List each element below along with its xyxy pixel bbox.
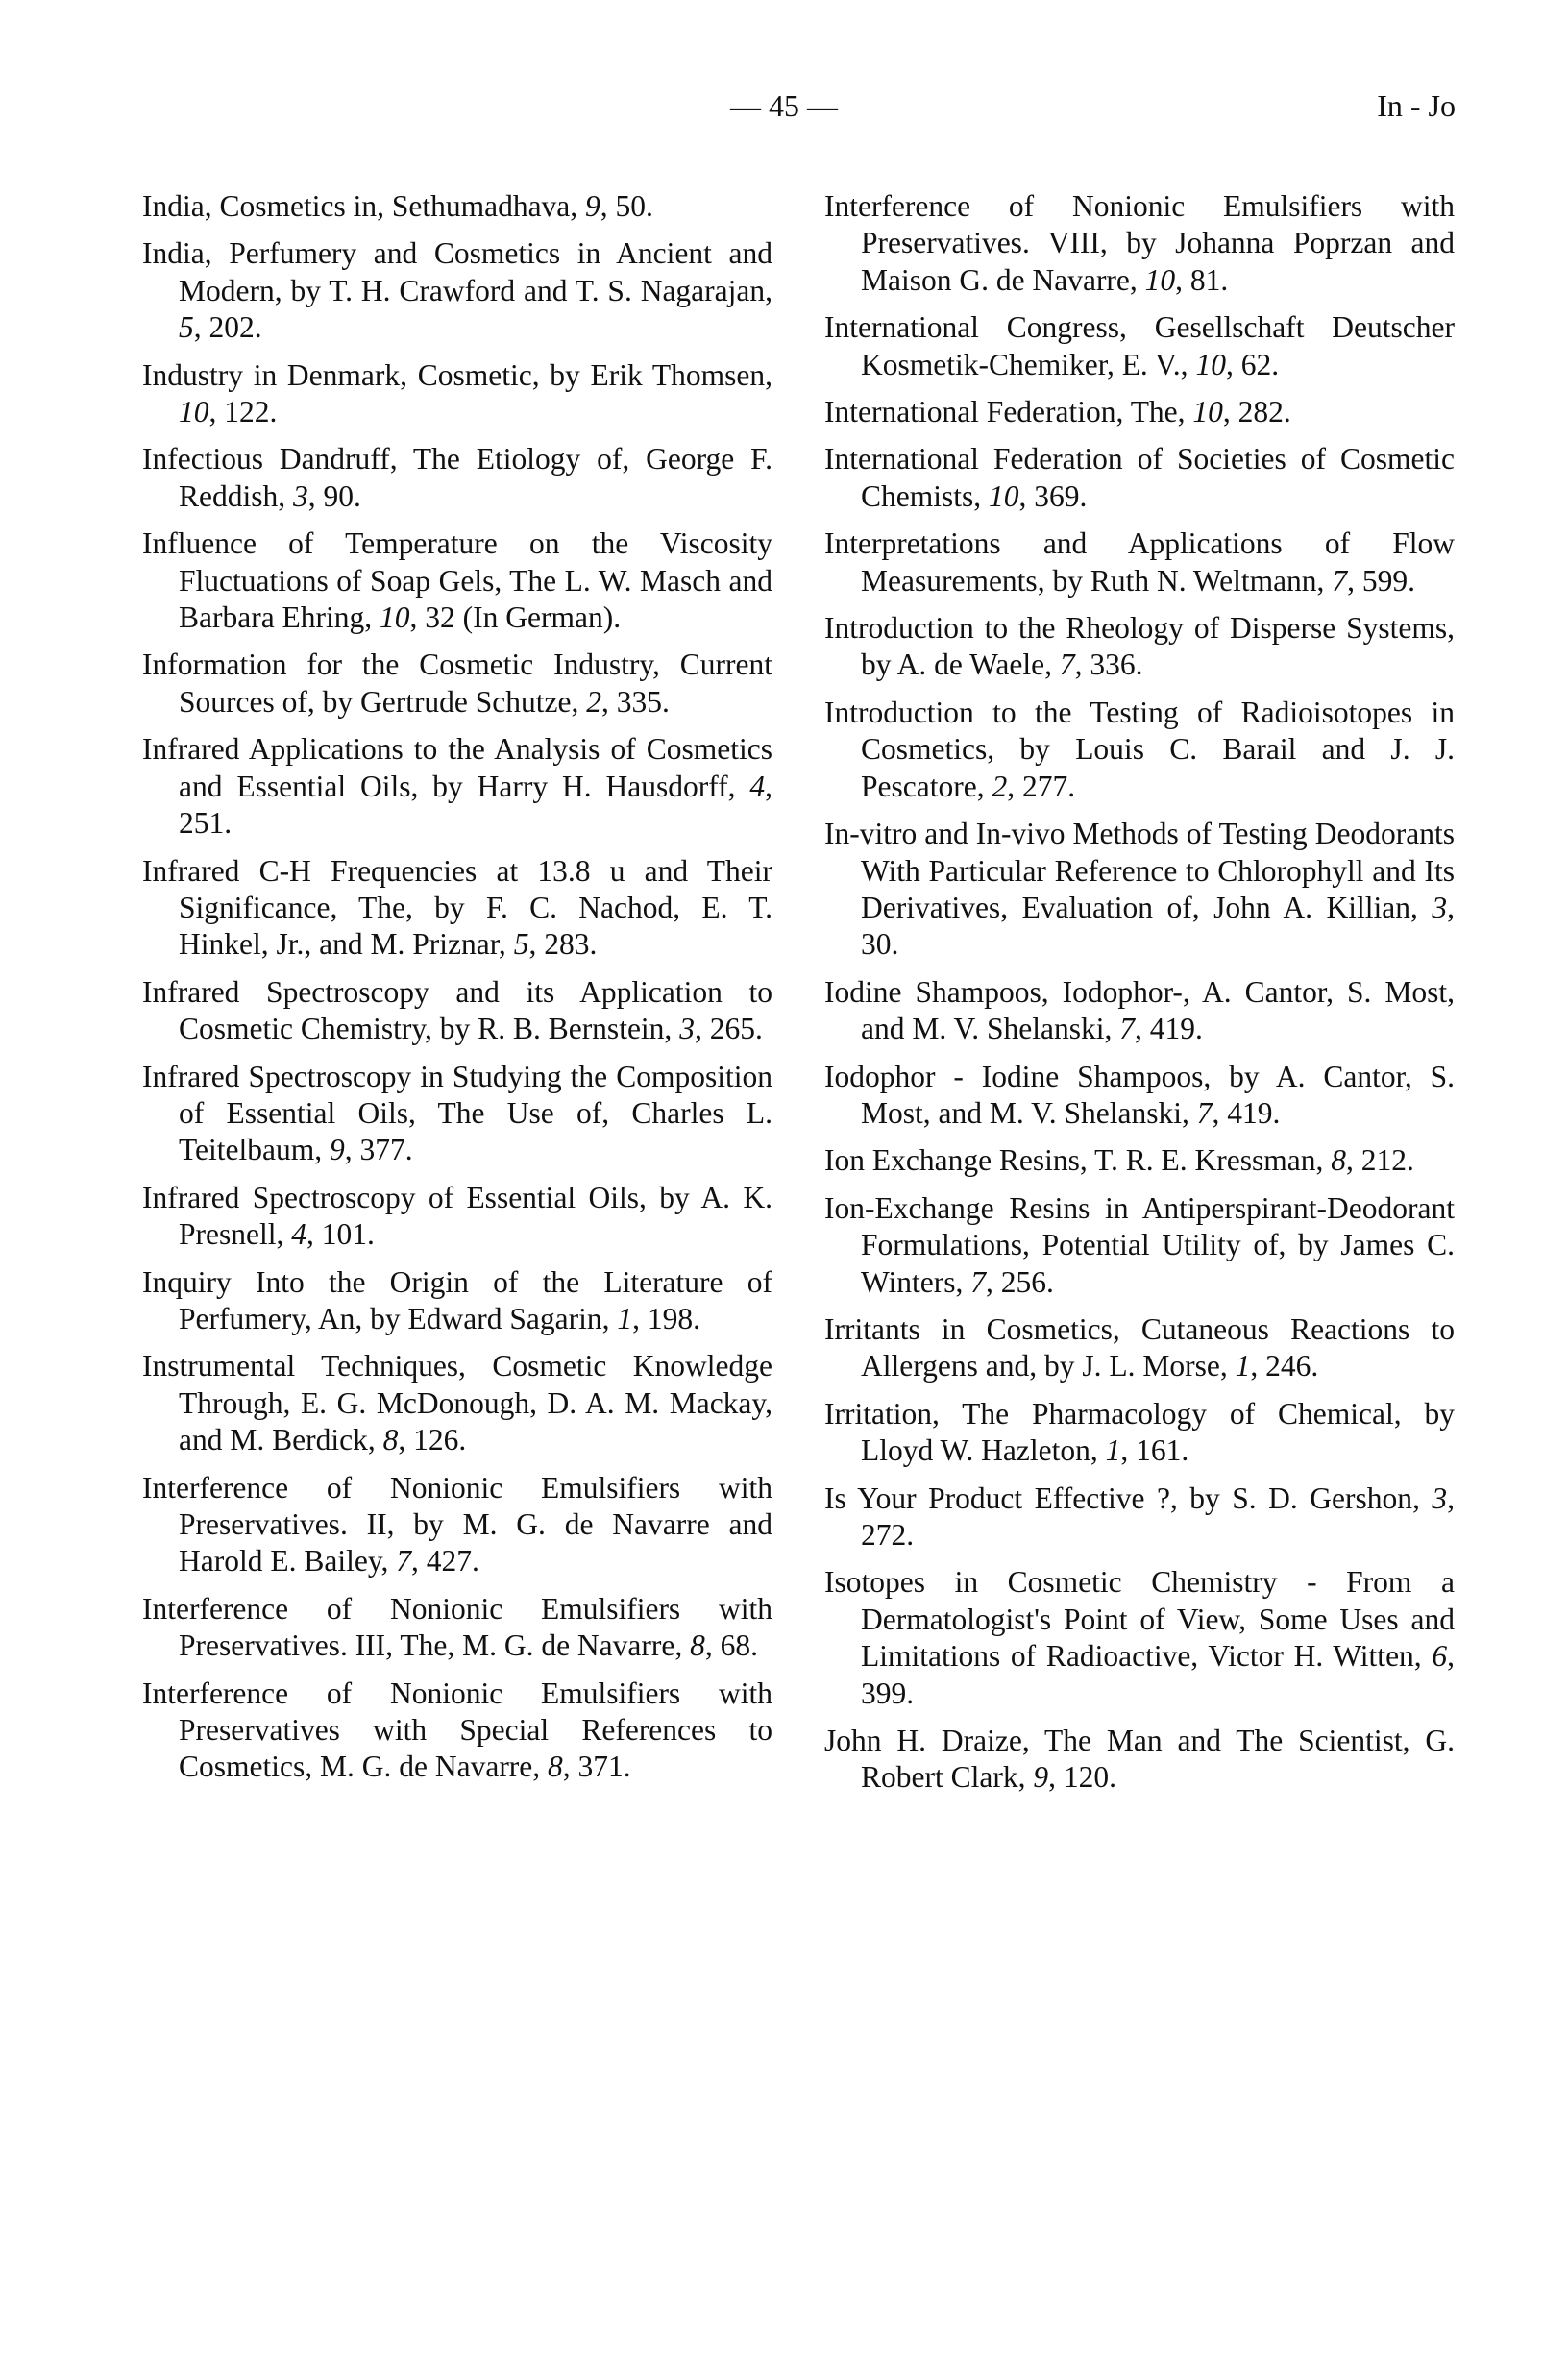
page-reference: , 371. <box>562 1750 631 1784</box>
entry-title: Infrared Spectroscopy and its Application to Cosmetic Chemistry, by R. B. Bernstein, <box>142 974 772 1046</box>
page-reference: , 283. <box>528 927 598 962</box>
entry-title: Is Your Product Effective ?, by S. D. Gershon, <box>824 1481 1433 1515</box>
page-reference: , 32 (In German). <box>409 600 622 635</box>
index-entry <box>824 1396 1455 1470</box>
page-reference: , 62. <box>1225 347 1280 381</box>
entry-title: International Federation of Societies of Cosmetic Chemists, <box>824 442 1455 513</box>
page-reference: , 198. <box>632 1301 700 1335</box>
volume-number: 1 <box>1235 1349 1251 1383</box>
entry-title: Infectious Dandruff, The Etiology of, George F. Reddish, <box>142 442 772 513</box>
page-reference: , 212. <box>1346 1143 1414 1178</box>
page-reference: , 399. <box>861 1639 1455 1710</box>
index-entry <box>824 441 1455 515</box>
page-reference: , 419. <box>1212 1095 1281 1130</box>
index-entry <box>142 1470 772 1580</box>
page-reference: , 202. <box>193 310 262 345</box>
volume-number: 9 <box>1033 1760 1049 1795</box>
entry-title: John H. Draize, The Man and The Scientist, G. Robert Clark, <box>824 1724 1455 1795</box>
volume-number: 5 <box>179 310 194 345</box>
volume-number: 4 <box>291 1217 306 1252</box>
index-entry <box>824 1481 1455 1555</box>
index-entry <box>142 1180 772 1254</box>
volume-number: 7 <box>1196 1095 1213 1130</box>
volume-number: 9 <box>585 189 600 223</box>
index-entry <box>142 1676 772 1786</box>
index-entry <box>142 235 772 346</box>
page-reference: , 122. <box>208 395 278 429</box>
volume-number: 8 <box>1331 1143 1346 1178</box>
entry-title: Influence of Temperature on the Viscosity Fluctuations of Soap Gels, The L. W. Masch and Barbara Ehring, <box>142 526 772 635</box>
volume-number: 7 <box>970 1264 986 1299</box>
volume-number: 10 <box>1192 395 1223 429</box>
entry-title: Interference of Nonionic Emulsifiers with Preservatives. III, The, M. G. de Navarre, <box>142 1591 772 1663</box>
volume-number: 1 <box>617 1301 633 1335</box>
entry-title: Ion Exchange Resins, T. R. E. Kressman, <box>824 1143 1332 1178</box>
index-entry <box>142 188 772 225</box>
index-entry <box>824 695 1455 805</box>
entry-title: Infrared C-H Frequencies at 13.8 u and Their Significance, The, by F. C. Nachod, E. T. Hinkel, Jr., and M. Priznar, <box>142 853 772 962</box>
page-reference: , 101. <box>306 1217 375 1252</box>
index-entry <box>142 357 772 431</box>
entry-title: Interference of Nonionic Emulsifiers with Preservatives. II, by M. G. de Navarre and Harold E. Bailey, <box>142 1470 772 1579</box>
entry-title: Introduction to the Testing of Radioisotopes in Cosmetics, by Louis C. Barail and J. J. Pescatore, <box>824 695 1455 803</box>
entry-title: Interference of Nonionic Emulsifiers with Preservatives with Special References to Cosmetics, M. G. de Navarre, <box>142 1676 772 1784</box>
index-entry <box>824 974 1455 1048</box>
volume-number: 6 <box>1432 1639 1448 1674</box>
entry-title: Industry in Denmark, Cosmetic, by Erik Thomsen, <box>142 357 772 392</box>
index-entry <box>824 1311 1455 1385</box>
index-entry <box>824 816 1455 964</box>
index-entry <box>142 647 772 721</box>
entry-title: Interpretations and Applications of Flow Measurements, by Ruth N. Weltmann, <box>824 526 1455 598</box>
page-reference: , 335. <box>601 684 670 719</box>
index-entry <box>824 1059 1455 1133</box>
index-entry <box>142 526 772 636</box>
volume-number: 8 <box>690 1628 705 1663</box>
volume-number: 3 <box>1432 1481 1448 1515</box>
page-reference: , 90. <box>307 478 361 513</box>
entry-title: Iodine Shampoos, Iodophor-, A. Cantor, S. Most, and M. V. Shelanski, <box>824 974 1455 1046</box>
page-reference: , 120. <box>1048 1760 1116 1795</box>
index-entry <box>824 526 1455 600</box>
page-reference: , 265. <box>694 1012 763 1046</box>
page-reference: , 161. <box>1120 1433 1189 1468</box>
page-reference: , 369. <box>1018 478 1088 513</box>
index-entry <box>824 1564 1455 1712</box>
volume-number: 10 <box>1144 262 1176 297</box>
entry-title: Irritants in Cosmetics, Cutaneous Reactions to Allergens and, by J. L. Morse, <box>824 1311 1455 1383</box>
index-entry <box>142 974 772 1048</box>
index-entry <box>824 394 1455 430</box>
index-entry <box>142 731 772 842</box>
volume-number: 2 <box>586 684 602 719</box>
entry-title: Ion-Exchange Resins in Antiperspirant-Deodorant Formulations, Potential Utility of, by James C. Winters, <box>824 1190 1455 1299</box>
entry-title: Instrumental Techniques, Cosmetic Knowledge Through, E. G. McDonough, D. A. M. Mackay, and M. Berdick, <box>142 1349 772 1457</box>
entry-title: International Congress, Gesellschaft Deutscher Kosmetik-Chemiker, E. V., <box>824 310 1455 381</box>
volume-number: 7 <box>1059 648 1075 682</box>
entry-title: India, Cosmetics in, Sethumadhava, <box>142 189 586 223</box>
index-entry <box>824 309 1455 383</box>
page-reference: , 377. <box>344 1133 413 1167</box>
left-column <box>142 188 772 1797</box>
index-entry <box>824 188 1455 299</box>
volume-number: 8 <box>548 1750 563 1784</box>
volume-number: 10 <box>989 478 1019 513</box>
page-reference: , 50. <box>600 189 653 223</box>
entry-title: Isotopes in Cosmetic Chemistry - From a Dermatologist's Point of View, Some Uses and Limitations of Radioactive, Victor H. Witten, <box>824 1565 1455 1674</box>
entry-title: In-vitro and In-vivo Methods of Testing Deodorants With Particular Reference to Chlorophyll and Its Derivatives, Evaluation of, John A. Killian, <box>824 817 1455 924</box>
volume-number: 3 <box>293 478 308 513</box>
page-reference: , 68. <box>704 1628 758 1663</box>
entry-title: International Federation, The, <box>824 395 1193 429</box>
page-reference: , 277. <box>1007 769 1076 803</box>
page-reference: , 282. <box>1222 395 1291 429</box>
page-reference: , 30. <box>861 890 1455 962</box>
volume-number: 8 <box>382 1423 399 1457</box>
volume-number: 5 <box>513 927 529 962</box>
volume-number: 10 <box>380 600 410 635</box>
page-reference: , 246. <box>1250 1349 1319 1383</box>
index-entry <box>142 1591 772 1665</box>
page-reference: , 427. <box>411 1544 479 1579</box>
volume-number: 3 <box>679 1012 695 1046</box>
volume-number: 10 <box>179 395 209 429</box>
volume-number: 9 <box>330 1133 345 1167</box>
index-entry <box>142 1264 772 1338</box>
index-entry <box>824 610 1455 684</box>
entry-title: Inquiry Into the Origin of the Literature of Perfumery, An, by Edward Sagarin, <box>142 1264 772 1335</box>
entry-title: Infrared Spectroscopy in Studying the Composition of Essential Oils, The Use of, Charles L. Teitelbaum, <box>142 1059 772 1167</box>
page-reference: , 126. <box>398 1423 467 1457</box>
index-entry <box>142 1059 772 1169</box>
volume-number: 7 <box>1119 1012 1135 1046</box>
index-entry <box>142 1348 772 1458</box>
index-range: In - Jo <box>1377 88 1456 123</box>
index-entry <box>824 1723 1455 1797</box>
index-entry <box>824 1142 1455 1179</box>
volume-number: 7 <box>396 1544 412 1579</box>
volume-number: 2 <box>992 769 1008 803</box>
page-reference: , 256. <box>985 1264 1054 1299</box>
volume-number: 3 <box>1432 890 1448 924</box>
volume-number: 1 <box>1105 1433 1121 1468</box>
page-reference: , 599. <box>1347 563 1415 598</box>
entry-title: Iodophor - Iodine Shampoos, by A. Cantor, S. Most, and M. V. Shelanski, <box>824 1059 1455 1130</box>
page-reference: , 419. <box>1134 1012 1203 1046</box>
index-entry <box>824 1190 1455 1301</box>
index-entry <box>142 441 772 515</box>
volume-number: 7 <box>1332 563 1348 598</box>
page-reference: , 272. <box>861 1481 1455 1552</box>
page-reference: , 251. <box>179 769 772 841</box>
page-reference: , 81. <box>1175 262 1229 297</box>
entry-title: Infrared Spectroscopy of Essential Oils, by A. K. Presnell, <box>142 1180 772 1252</box>
page-number: — 45 — <box>730 88 838 123</box>
entry-title: Irritation, The Pharmacology of Chemical, by Lloyd W. Hazleton, <box>824 1396 1455 1468</box>
index-entry <box>142 853 772 964</box>
entry-title: Introduction to the Rheology of Disperse Systems, by A. de Waele, <box>824 611 1455 682</box>
entry-title: Interference of Nonionic Emulsifiers with Preservatives. VIII, by Johanna Poprzan and Maison G. de Navarre, <box>824 189 1455 297</box>
volume-number: 10 <box>1195 347 1226 381</box>
volume-number: 4 <box>749 769 766 803</box>
page-reference: , 336. <box>1074 648 1143 682</box>
right-column <box>824 188 1455 1807</box>
entry-title: India, Perfumery and Cosmetics in Ancient and Modern, by T. H. Crawford and T. S. Nagarajan, <box>142 236 772 307</box>
entry-title: Information for the Cosmetic Industry, Current Sources of, by Gertrude Schutze, <box>142 648 772 719</box>
entry-title: Infrared Applications to the Analysis of Cosmetics and Essential Oils, by Harry H. Hausdorff, <box>142 732 772 803</box>
